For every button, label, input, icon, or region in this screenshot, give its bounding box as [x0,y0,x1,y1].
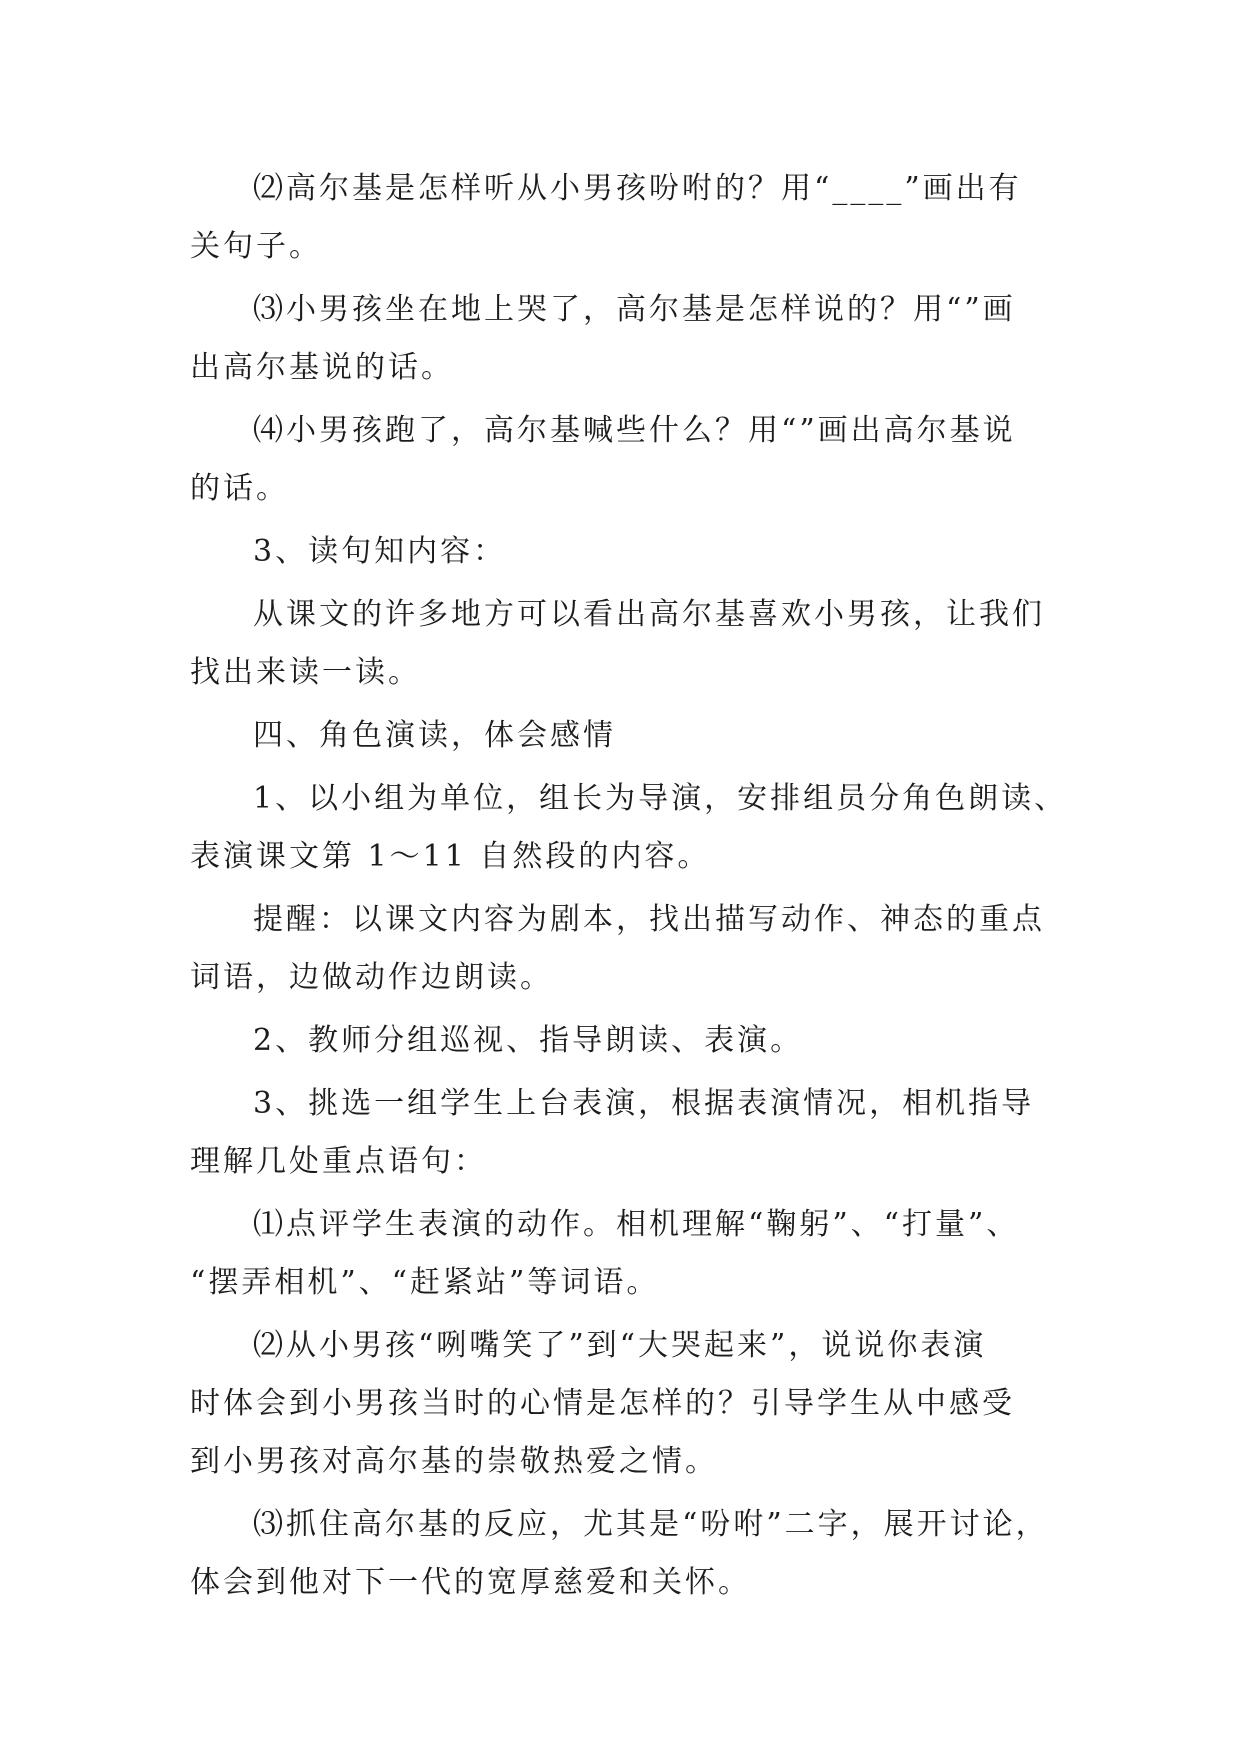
text-line: 3、挑选一组学生上台表演，根据表演情况，相机指导 [253,1086,1035,1121]
text-line: ⑵高尔基是怎样听从小男孩吩咐的？用“____”画出有 [253,171,1022,206]
section-heading [190,707,1060,765]
text-line: ⑶小男孩坐在地上哭了，高尔基是怎样说的？用“”画 [253,292,1016,327]
text-line: 到小男孩对高尔基的崇敬热爱之情。 [190,1444,718,1479]
text-line: ⑷小男孩跑了，高尔基喊些什么？用“”画出高尔基说 [253,413,1016,448]
paragraph [190,1496,1060,1612]
text-line: 时体会到小男孩当时的心情是怎样的？引导学生从中感受 [190,1386,1015,1421]
text-line: 提醒：以课文内容为剧本，找出描写动作、神态的重点 [253,902,1045,937]
paragraph [190,770,1068,886]
paragraph [190,891,1060,1007]
text-line: ⑴点评学生表演的动作。相机理解“鞠躬”、“打量”、 [253,1207,1020,1242]
paragraph [190,1012,1060,1070]
text-line: 出高尔基说的话。 [190,350,454,385]
text-line: 1、以小组为单位，组长为导演，安排组员分角色朗读、 [253,781,1068,816]
paragraph [190,160,1060,276]
text-line: 词语，边做动作边朗读。 [190,960,553,995]
text-line: ⑵从小男孩“咧嘴笑了”到“大哭起来”，说说你表演 [253,1328,987,1363]
text-line: 3、读句知内容： [253,534,507,569]
text-line: 从课文的许多地方可以看出高尔基喜欢小男孩，让我们 [253,597,1045,632]
paragraph [190,1196,1060,1312]
text-line: 关句子。 [190,229,322,264]
paragraph [190,1075,1060,1191]
text-line: 2、教师分组巡视、指导朗读、表演。 [253,1023,804,1058]
text-line: 表演课文第 1～11 自然段的内容。 [190,839,711,874]
paragraph [190,586,1060,702]
paragraph [190,1317,1060,1491]
paragraph [190,402,1060,518]
text-line: “摆弄相机”、“赶紧站”等词语。 [190,1265,660,1300]
text-line: 理解几处重点语句： [190,1144,487,1179]
text-line: ⑶抓住高尔基的反应，尤其是“吩咐”二字，展开讨论， [253,1507,1049,1542]
text-line: 找出来读一读。 [190,655,421,690]
section-heading [190,523,1060,581]
text-line: 体会到他对下一代的宽厚慈爱和关怀。 [190,1565,751,1600]
text-line: 的话。 [190,471,289,506]
document-body [190,160,1068,1617]
paragraph [190,281,1060,397]
text-line: 四、角色演读，体会感情 [253,718,616,753]
